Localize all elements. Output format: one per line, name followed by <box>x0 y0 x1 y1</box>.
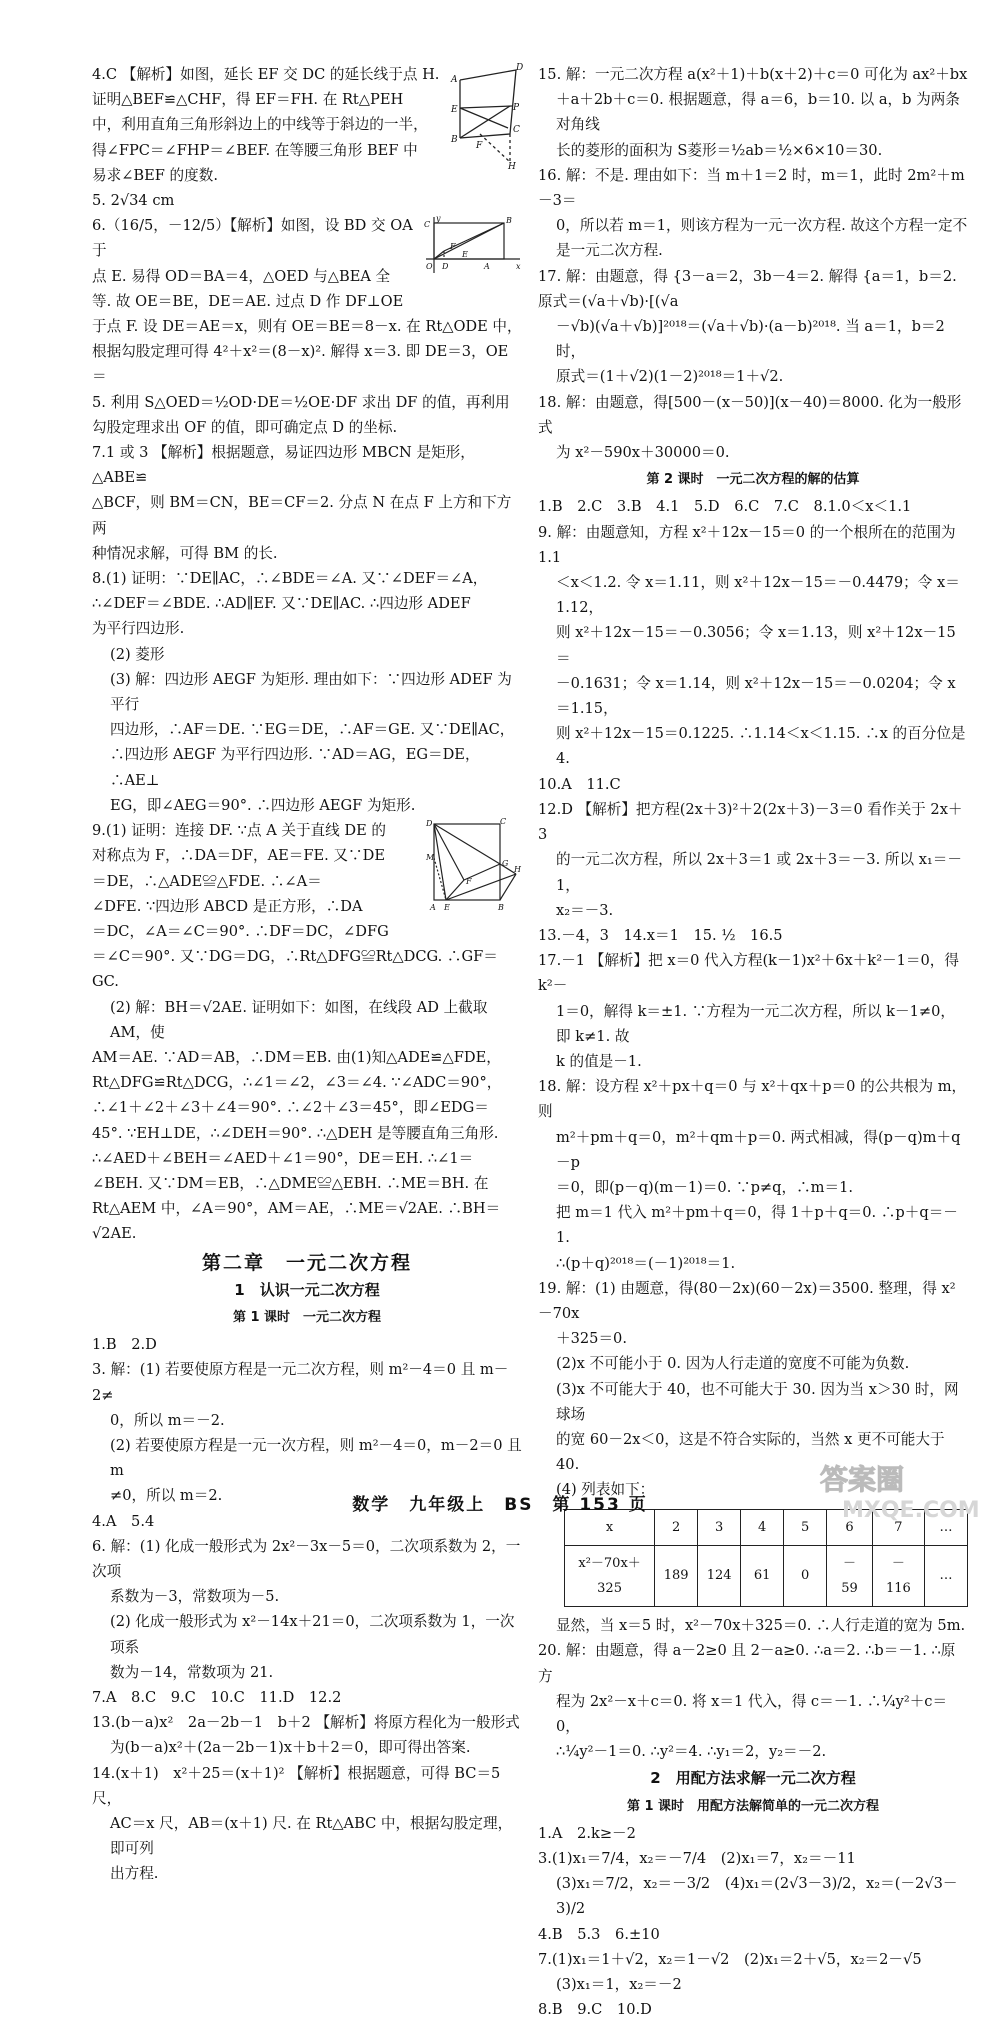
answer-text: 原式＝(1＋√2)(1－2)²⁰¹⁸＝1＋√2. <box>556 368 784 386</box>
answer-text: －0.1631；令 x＝1.14，则 x²＋12x－15＝－0.0204；令 x＝1.15， <box>556 674 956 718</box>
answer-text: 长的菱形的面积为 S菱形＝½ab＝½×6×10＝30. <box>556 141 883 159</box>
answer-line <box>538 1276 968 1326</box>
answer-text: 7.(1)x₁＝1＋√2，x₂＝1－√2 (2)x₁＝2＋√5，x₂＝2－√5 <box>538 1950 922 1968</box>
answer-line <box>538 948 968 998</box>
answer-line <box>92 390 522 415</box>
answer-line <box>92 289 522 314</box>
answer-text: ＝DC，∠A＝∠C＝90°. ∴DF＝DC，∠DFG <box>92 922 389 940</box>
answer-text: ∴(p＋q)²⁰¹⁸＝(－1)²⁰¹⁸＝1. <box>556 1254 736 1272</box>
answer-text: ∴四边形 AEGF 为平行四边形. ∵AD＝AG，EG＝DE，∴AE⊥ <box>110 746 480 789</box>
answer-line <box>538 671 968 721</box>
table-cell: 5 <box>784 1509 827 1545</box>
answer-text: △BCF，则 BM＝CN，BE＝CF＝2. 分点 N 在点 F 上方和下方两 <box>92 494 512 537</box>
answer-text: (2)x 不可能小于 0. 因为人行走道的宽度不可能为负数. <box>556 1355 910 1373</box>
answer-text: ∴∠AED＋∠BEH＝∠AED＋∠1＝90°，DE＝EH. ∴∠1＝ <box>92 1149 474 1167</box>
svg-text:x: x <box>516 262 521 272</box>
answer-line <box>92 440 522 490</box>
svg-text:F: F <box>466 877 472 887</box>
table-cell: … <box>924 1545 967 1606</box>
answer-text: 易求∠BEF 的度数. <box>92 166 218 184</box>
answer-text: 0，所以若 m＝1，则该方程为一元一次方程. 故这个方程一定不 <box>556 217 968 235</box>
answer-text: (3)x 不可能大于 40，也不可能大于 30. 因为当 x＞30 时，网球场 <box>556 1380 959 1423</box>
answer-line <box>92 793 522 818</box>
answer-line <box>538 494 968 519</box>
answer-line <box>538 1613 968 1638</box>
answer-text: 数为－14，常数项为 21. <box>110 1663 274 1681</box>
answer-text: 8.B 9.C 10.D <box>538 2001 652 2019</box>
answer-text: 1.B 2.D <box>92 1336 157 1354</box>
table-cell: … <box>924 1509 967 1545</box>
table-cell: x²－70x＋325 <box>565 1545 655 1606</box>
answer-text: 中，利用直角三角形斜边上的中线等于斜边的一半， <box>92 116 428 134</box>
answer-text: 17. 解：由题意，得 {3－a＝2，3b－4＝2. 解得 {a＝1，b＝2. 原式＝(√a＋√b)·[(√a <box>538 267 957 310</box>
answer-line <box>538 923 968 948</box>
answer-text: 18. 解：由题意，得[500－(x－50)](x－40)＝8000. 化为一般形式 <box>538 393 962 436</box>
svg-text:G: G <box>502 859 509 869</box>
answer-line <box>92 1761 522 1811</box>
answer-line <box>92 742 522 792</box>
answer-line <box>92 566 522 591</box>
svg-text:F: F <box>450 242 456 252</box>
answer-line <box>92 1710 522 1735</box>
answer-text: 则 x²＋12x－15＝－0.3056；令 x＝1.13，则 x²＋12x－15＝ <box>556 624 956 667</box>
answer-line <box>92 919 522 944</box>
answer-text: 7.1 或 3 【解析】根据题意，易证四边形 MBCN 是矩形，△ABE≌ <box>92 444 475 487</box>
svg-text:C: C <box>500 817 507 827</box>
answer-line <box>538 1049 968 1074</box>
answer-text: 12.D 【解析】把方程(2x＋3)²＋2(2x＋3)－3＝0 看作关于 2x＋3 <box>538 800 963 844</box>
answer-text: (2) 菱形 <box>110 645 165 663</box>
answer-text: 证明△BEF≌△CHF，得 EF＝FH. 在 Rt△PEH <box>92 91 404 109</box>
answer-text: 点 E. 易得 OD＝BA＝4，△OED 与△BEA 全 <box>92 267 391 285</box>
answer-text: 于点 F. 设 DE＝AE＝x，则有 OE＝BE＝8－x. 在 Rt△ODE 中， <box>92 318 522 336</box>
answer-text: 出方程. <box>110 1865 159 1883</box>
svg-text:E: E <box>444 903 450 913</box>
table-cell: －116 <box>872 1545 924 1606</box>
answer-text: m²＋pm＋q＝0，m²＋qm＋p＝0. 两式相减，得(p－q)m＋q－p <box>556 1128 961 1171</box>
figure-coordinate-rectangle <box>422 213 522 275</box>
svg-text:P: P <box>513 103 520 113</box>
answer-text: (3) 解：四边形 AEGF 为矩形. 理由如下：∵四边形 ADEF 为平行 <box>110 670 512 714</box>
answer-line <box>538 847 968 897</box>
svg-text:C: C <box>424 220 431 230</box>
answer-line <box>538 264 968 314</box>
answer-line <box>92 667 522 717</box>
answer-line <box>92 1408 522 1433</box>
answer-text: 种情况求解，可得 BM 的长. <box>92 544 278 562</box>
answer-text: 15. 解：一元二次方程 a(x²＋1)＋b(x＋2)＋c＝0 可化为 ax²＋bx <box>538 66 968 83</box>
svg-text:A: A <box>451 75 458 85</box>
right-column <box>538 62 968 2022</box>
answer-text: 把 m＝1 代入 m²＋pm＋q＝0，得 1＋p＋q＝0. ∴p＋q＝－1. <box>556 1204 958 1247</box>
answer-line <box>92 1433 522 1483</box>
answer-text: 5. 2√34 cm <box>92 192 175 210</box>
answer-text: ∴¼y²－1＝0. ∴y²＝4. ∴y₁＝2，y₂＝－2. <box>556 1743 827 1761</box>
answer-line <box>92 541 522 566</box>
left-column <box>92 62 522 1887</box>
answer-line <box>92 1121 522 1146</box>
svg-text:H: H <box>514 865 521 875</box>
lesson-title: 第 2 课时 一元二次方程的解的估算 <box>646 472 860 488</box>
answer-text: ＝DE，∴△ADE≌△FDE. ∴∠A＝ <box>92 872 322 890</box>
table-cell: －59 <box>827 1545 873 1606</box>
answer-line <box>92 616 522 641</box>
answer-text: (4) 列表如下： <box>556 1481 655 1499</box>
svg-text:F: F <box>476 141 483 151</box>
answer-line <box>538 390 968 440</box>
answer-text: 根据勾股定理可得 4²＋x²＝(8－x)². 解得 x＝3. 即 DE＝3，OE＝ <box>92 343 509 386</box>
answer-line <box>538 898 968 923</box>
answer-text: ∠DFE. ∵四边形 ABCD 是正方形，∴DA <box>92 897 363 915</box>
figure-square-trapezoid <box>450 62 522 170</box>
answer-line <box>92 490 522 540</box>
svg-text:D: D <box>442 262 449 272</box>
answer-line <box>92 1861 522 1886</box>
section-title: 1 认识一元二次方程 <box>234 1280 380 1299</box>
lesson-title: 第 1 课时 用配方法解简单的一元二次方程 <box>626 1798 880 1814</box>
table-cell: 6 <box>827 1509 873 1545</box>
answer-text: 14.(x＋1) x²＋25＝(x＋1)² 【解析】根据题意，可得 BC＝5 尺， <box>92 1764 501 1807</box>
answer-text: 勾股定理求出 OF 的值，即可确定点 D 的坐标. <box>92 418 398 436</box>
svg-text:M: M <box>426 853 435 863</box>
answer-line <box>92 415 522 440</box>
answer-text: (2) 若要使原方程是一元一次方程，则 m²－4＝0，m－2＝0 且 m <box>110 1436 522 1480</box>
answer-text: ＋a＋2b＋c＝0. 根据题意，得 a＝6，b＝10. 以 a，b 为两条对角线 <box>556 91 960 134</box>
answer-text: 的宽 60－2x＜0，这是不符合实际的，当然 x 更不可能大于 40. <box>556 1430 945 1474</box>
answer-line <box>538 999 968 1049</box>
answer-line <box>538 1200 968 1250</box>
answer-text: 为平行四边形. <box>92 620 185 638</box>
table-cell: 3 <box>698 1509 741 1545</box>
answer-line <box>538 797 968 847</box>
answer-text: 1.A 2.k≥－2 <box>538 1824 636 1842</box>
answer-line <box>92 1171 522 1196</box>
answer-text: 7.A 8.C 9.C 10.C 11.D 12.2 <box>92 1689 342 1706</box>
answer-line <box>92 1584 522 1609</box>
answer-line <box>538 138 968 163</box>
answer-text: 18. 解：设方程 x²＋px＋q＝0 与 x²＋qx＋p＝0 的公共根为 m，则 <box>538 1078 967 1121</box>
answer-line <box>538 1846 968 1871</box>
answer-line <box>538 1947 968 1972</box>
answer-line <box>92 314 522 339</box>
answer-line <box>92 1095 522 1120</box>
answer-line <box>538 87 968 137</box>
answer-text: Rt△AEM 中，∠A＝90°，AM＝AE，∴ME＝√2AE. ∴BH＝√2AE. <box>92 1200 501 1243</box>
answer-text: 17.－1 【解析】把 x＝0 代入方程(k－1)x²＋6x＋k²－1＝0，得 k²－ <box>538 952 959 995</box>
answer-text: AM＝AE. ∵AD＝AB，∴DM＝EB. 由(1)知△ADE≌△FDE， <box>92 1048 501 1066</box>
watermark-logo <box>812 1455 982 1525</box>
svg-text:D: D <box>516 63 524 73</box>
answer-line <box>538 1922 968 1947</box>
answer-line <box>92 1735 522 1760</box>
answer-line <box>538 1125 968 1175</box>
answer-line <box>92 944 522 969</box>
answer-line <box>538 1326 968 1351</box>
answer-text: 程为 2x²－x＋c＝0. 将 x＝1 代入，得 c＝－1. ∴¼y²＋c＝0， <box>556 1692 948 1735</box>
answer-text: (2) 解：BH＝√2AE. 证明如下：如图，在线段 AD 上截取 AM，使 <box>110 998 488 1041</box>
answer-text: 1＝0，解得 k＝±1. ∵方程为一元二次方程，所以 k－1≠0，即 k≠1. 故 <box>556 1002 955 1045</box>
answer-line <box>92 339 522 389</box>
answer-text: Rt△DFG≌Rt△DCG，∴∠1＝∠2，∠3＝∠4. ∵∠ADC＝90°， <box>92 1074 502 1092</box>
table-cell: 0 <box>784 1545 827 1606</box>
answer-text: 6.（16/5，－12/5）【解析】如图，设 BD 交 OA 于 <box>92 217 413 260</box>
answer-text: ＋325＝0. <box>556 1330 627 1348</box>
answer-text: (3)x₁＝7/2，x₂＝－3/2 (4)x₁＝(2√3－3)/2，x₂＝(－2√3－3)/2 <box>556 1875 958 1918</box>
answer-line <box>538 238 968 263</box>
table-cell: 124 <box>698 1545 741 1606</box>
answer-text: 9. 解：由题意知，方程 x²＋12x－15＝0 的一个根所在的范围为 1.1 <box>538 523 956 566</box>
svg-text:E: E <box>451 105 458 115</box>
answer-text: 9.(1) 证明：连接 DF. ∵点 A 关于直线 DE 的 <box>92 822 386 840</box>
svg-text:D: D <box>426 819 433 829</box>
answer-text: AC＝x 尺，AB＝(x＋1) 尺. 在 Rt△ABC 中，根据勾股定理，即可列 <box>110 1815 513 1858</box>
answer-text: 45°. ∵EH⊥DE，∴∠DEH＝90°. ∴△DEH 是等腰直角三角形. <box>92 1124 499 1142</box>
answer-text: 为 x²－590x＋30000＝0. <box>556 444 730 462</box>
answer-text: 的一元二次方程，所以 2x＋3＝1 或 2x＋3＝－3. 所以 x₁＝－1， <box>556 851 962 894</box>
answer-text: EG，即∠AEG＝90°. ∴四边形 AEGF 为矩形. <box>110 796 416 814</box>
answer-line <box>92 1070 522 1095</box>
answer-line <box>538 1074 968 1124</box>
answer-line <box>92 1534 522 1584</box>
table-cell: 4 <box>741 1509 784 1545</box>
table-cell: 61 <box>741 1545 784 1606</box>
answer-text: ＝∠C＝90°. 又∵DG＝DG，∴Rt△DFG≌Rt△DCG. ∴GF＝ <box>92 948 498 966</box>
svg-text:A: A <box>430 903 436 913</box>
table-row <box>565 1545 968 1606</box>
answer-line <box>538 570 968 620</box>
answer-text: 为(b－a)x²＋(2a－2b－1)x＋b＋2＝0，即可得出答案. <box>110 1739 471 1757</box>
answer-text: ∴∠DEF＝∠BDE. ∴AD∥EF. 又∵DE∥AC. ∴四边形 ADEF <box>92 595 471 613</box>
answer-line <box>538 1377 968 1427</box>
section-title: 2 用配方法求解一元二次方程 <box>650 1769 856 1788</box>
answer-line <box>92 969 522 994</box>
answer-line <box>538 62 968 87</box>
answer-text: 是一元二次方程. <box>556 242 663 260</box>
answer-text: 19. 解：(1) 由题意，得(80－2x)(60－2x)＝3500. 整理，得 x²－70x <box>538 1279 956 1322</box>
answer-line <box>92 1660 522 1685</box>
answer-line <box>92 1811 522 1861</box>
answer-line <box>538 213 968 238</box>
answer-line <box>538 440 968 465</box>
answer-text: 等. 故 OE＝BE，DE＝AE. 过点 D 作 DF⊥OE <box>92 292 404 310</box>
answer-line <box>538 1689 968 1739</box>
svg-text:C: C <box>513 125 520 135</box>
answer-line <box>538 314 968 364</box>
answer-text: (3)x₁＝1，x₂＝－2 <box>556 1976 682 1994</box>
svg-text:答案圈: 答案圈 <box>820 1463 905 1496</box>
answer-text: 16. 解：不是. 理由如下：当 m＋1＝2 时，m＝1，此时 2m²＋m－3＝ <box>538 166 965 210</box>
answer-line <box>538 721 968 771</box>
answer-line <box>92 642 522 667</box>
answer-text: 3. 解：(1) 若要使原方程是一元二次方程，则 m²－4＝0 且 m－2≠ <box>92 1361 509 1404</box>
answer-text: 6. 解：(1) 化成一般形式为 2x²－3x－5＝0，二次项系数为 2，一次项 <box>92 1537 521 1580</box>
lesson-title: 第 1 课时 一元二次方程 <box>232 1309 382 1325</box>
answer-text: 8.(1) 证明：∵DE∥AC，∴∠BDE＝∠A. 又∵∠DEF＝∠A， <box>92 570 488 588</box>
chapter-title: 第二章 一元二次方程 <box>201 1251 412 1274</box>
answer-line <box>92 1332 522 1357</box>
answer-line <box>92 995 522 1045</box>
answer-text: ＜x＜1.2. 令 x＝1.11，则 x²＋12x－15＝－0.4479；令 x＝1.12， <box>556 574 960 617</box>
answer-line <box>538 163 968 213</box>
svg-text:y: y <box>436 214 441 224</box>
answer-text: k 的值是－1. <box>556 1052 642 1070</box>
answer-line <box>538 620 968 670</box>
answer-line <box>92 1045 522 1070</box>
answer-text: －√b)(√a＋√b)]²⁰¹⁸＝(√a＋√b)·(a－b)²⁰¹⁸. 当 a＝1，b＝2 时， <box>556 318 945 361</box>
answer-text: 系数为－3，常数项为－5. <box>110 1588 280 1606</box>
answer-text: 显然，当 x＝5 时，x²－70x＋325＝0. ∴人行走道的宽为 5m. <box>556 1617 966 1635</box>
answer-text: 13.(b－a)x² 2a－2b－1 b＋2 【解析】将原方程化为一般形式 <box>92 1714 520 1732</box>
answer-line <box>538 1972 968 1997</box>
svg-text:O: O <box>426 262 433 272</box>
answer-line <box>92 1685 522 1710</box>
answer-line <box>538 772 968 797</box>
answer-line <box>92 1357 522 1407</box>
answer-text: 1.B 2.C 3.B 4.1 5.D 6.C 7.C 8.1.0＜x＜1.1 <box>538 498 912 516</box>
answer-line <box>538 1351 968 1376</box>
answer-text: ∠BEH. 又∵DM＝EB，∴△DME≌△EBH. ∴ME＝BH. 在 <box>92 1174 489 1192</box>
answer-text: (2) 化成一般形式为 x²－14x＋21＝0，二次项系数为 1，一次项系 <box>110 1613 515 1656</box>
svg-text:B: B <box>498 903 504 913</box>
answer-text: 5. 利用 S△OED＝½OD·DE＝½OE·DF 求出 DF 的值，再利用 <box>92 393 510 411</box>
answer-text: 4.C 【解析】如图，延长 EF 交 DC 的延长线于点 H. <box>92 66 440 83</box>
answer-text: 得∠FPC＝∠FHP＝∠BEF. 在等腰三角形 BEF 中 <box>92 141 418 159</box>
answer-line <box>538 364 968 389</box>
answer-text: x₂＝－3. <box>556 901 614 919</box>
answer-text: 4.A 5.4 <box>92 1512 155 1530</box>
answer-text: 对称点为 F，∴DA＝DF，AE＝FE. 又∵DE <box>92 847 385 865</box>
answer-line <box>538 1739 968 1764</box>
svg-text:H: H <box>508 162 516 172</box>
table-cell: 2 <box>655 1509 698 1545</box>
answer-line <box>538 1997 968 2022</box>
svg-text:B: B <box>451 135 458 145</box>
answer-line <box>538 1638 968 1688</box>
answer-text: ＝0，即(p－q)(m－1)＝0. ∵p≠q，∴m＝1. <box>556 1178 854 1196</box>
answer-text: 4.B 5.3 6.±10 <box>538 1925 660 1943</box>
answer-line <box>92 1146 522 1171</box>
answer-text: 3.(1)x₁＝7/4，x₂＝－7/4 (2)x₁＝7，x₂＝－11 <box>538 1850 856 1868</box>
answer-line <box>92 1196 522 1246</box>
answer-line <box>538 1175 968 1200</box>
answer-text: 10.A 11.C <box>538 775 621 793</box>
figure-square-abcd <box>424 818 522 914</box>
answer-text: 四边形，∴AF＝DE. ∵EG＝DE，∴AF＝GE. 又∵DE∥AC， <box>110 721 515 739</box>
answer-line <box>92 1609 522 1659</box>
answer-text: 0，所以 m＝－2. <box>110 1411 225 1429</box>
answer-line <box>92 213 522 272</box>
answer-line <box>538 1871 968 1921</box>
answer-line <box>92 717 522 742</box>
answer-text: GC. <box>92 973 119 991</box>
answer-line <box>538 1821 968 1846</box>
answer-text: ≠0，所以 m＝2. <box>110 1487 223 1505</box>
answer-line <box>92 591 522 616</box>
answer-text: ∴∠1＋∠2＋∠3＋∠4＝90°. ∴∠2＋∠3＝45°，即∠EDG＝ <box>92 1099 489 1117</box>
answer-text: 13.－4，3 14.x＝1 15. ½ 16.5 <box>538 926 783 944</box>
answer-line <box>538 1251 968 1276</box>
table-cell: 189 <box>655 1545 698 1606</box>
svg-text:MXQE.COM: MXQE.COM <box>842 1498 980 1523</box>
answer-text: 20. 解：由题意，得 a－2≥0 且 2－a≥0. ∴a＝2. ∴b＝－1. ∴原方 <box>538 1642 956 1685</box>
svg-text:A: A <box>484 262 490 272</box>
answer-text: 则 x²＋12x－15＝0.1225. ∴1.14＜x＜1.15. ∴x 的百分位是 4. <box>556 725 966 768</box>
answer-line <box>538 520 968 570</box>
table-cell: 7 <box>872 1509 924 1545</box>
page-footer: 数学 九年级上 BS 第 153 页 <box>352 1495 648 1515</box>
table-cell: x <box>565 1509 655 1545</box>
svg-text:B: B <box>506 216 512 226</box>
svg-text:E: E <box>462 250 468 260</box>
answer-line <box>92 188 522 213</box>
